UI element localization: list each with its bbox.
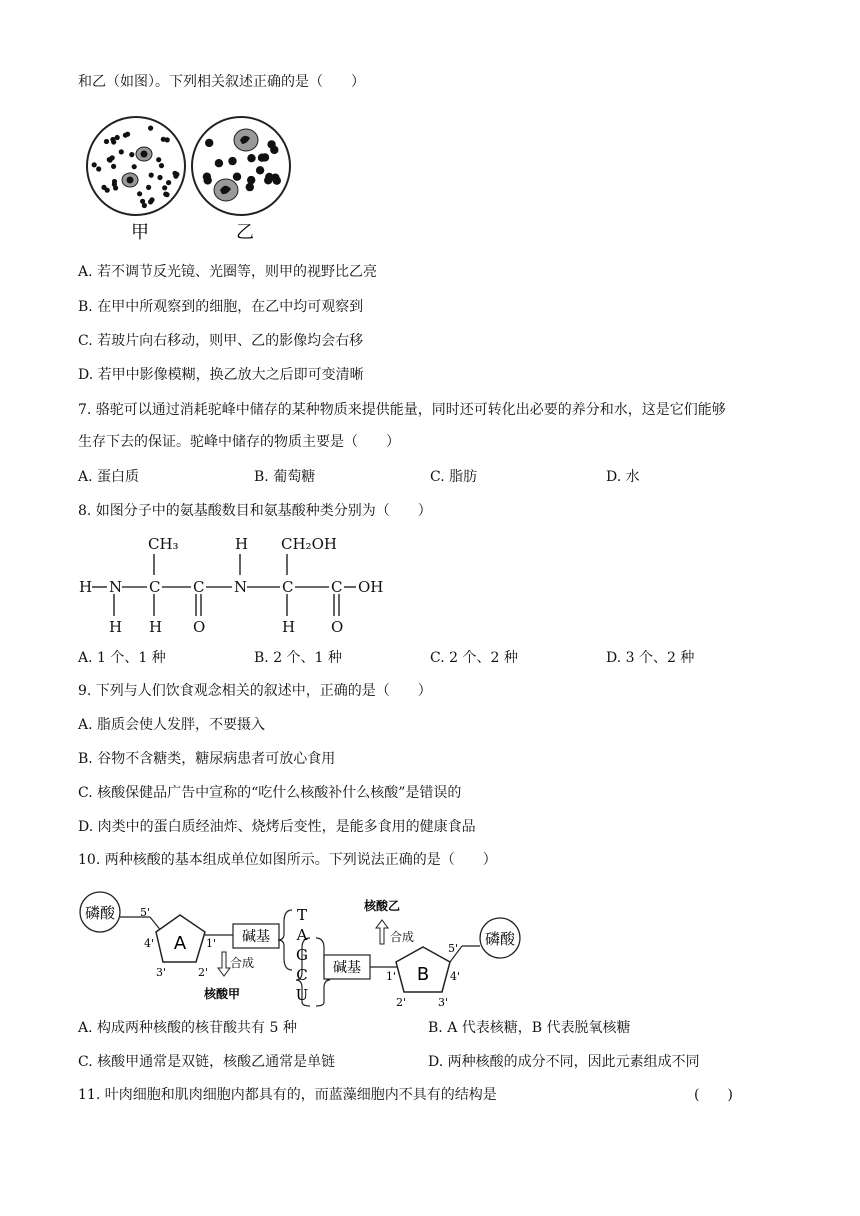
q8-option-b[interactable]: B. 2 个、1 种: [254, 650, 342, 666]
cell-dot: [115, 135, 120, 140]
cell-dot: [246, 183, 254, 191]
ch2oh-group: CH₂OH: [281, 535, 337, 553]
nucleotide-diagram: [78, 880, 538, 1010]
q6-option-b[interactable]: B. 在甲中所观察到的细胞，在乙中均可观察到: [78, 299, 364, 315]
cell-dot: [107, 157, 112, 162]
synth-label-up: 合成: [390, 930, 415, 944]
q7-option-d[interactable]: D. 水: [606, 469, 640, 485]
cell-dot: [104, 139, 109, 144]
view-yi: [192, 117, 290, 215]
h-under-c1: H: [149, 618, 163, 636]
cell-dot: [264, 176, 272, 184]
cell-dot: [233, 173, 241, 181]
cell-dot: [159, 163, 164, 168]
oh-group: OH: [358, 578, 384, 596]
prime-5-left: 5': [140, 906, 151, 919]
q8-option-d[interactable]: D. 3 个、2 种: [606, 650, 695, 666]
q11-stem: 11. 叶肉细胞和肌肉细胞内都具有的，而蓝藻细胞内不具有的结构是: [78, 1087, 497, 1103]
cell-dot: [166, 180, 171, 185]
cell-dot: [137, 191, 142, 196]
q10-stem: 10. 两种核酸的基本组成单位如图所示。下列说法正确的是（ ）: [78, 852, 497, 868]
cell-dot: [156, 157, 161, 162]
o-under-c1: O: [193, 618, 206, 636]
base-g: G: [296, 946, 308, 964]
cell-dot: [132, 164, 137, 169]
base-box-left-label: 碱基: [242, 929, 270, 945]
cell-dot: [228, 157, 236, 165]
cell-dot: [112, 179, 117, 184]
prime-1-left: 1': [206, 937, 217, 950]
cell-dot: [101, 185, 106, 190]
base-box-right-label: 碱基: [333, 960, 361, 976]
dipeptide-structural-formula: [76, 532, 396, 637]
cell-dot: [96, 166, 101, 171]
c-alpha1: C: [149, 578, 161, 596]
cell-dot: [149, 197, 154, 202]
cell-dot: [92, 162, 97, 167]
base-t: T: [296, 906, 308, 924]
q9-option-b[interactable]: B. 谷物不含糖类，糖尿病患者可放心食用: [78, 751, 336, 767]
q10-option-d[interactable]: D. 两种核酸的成分不同，因此元素组成不同: [428, 1054, 700, 1070]
cell-dot: [142, 203, 147, 208]
cell-dot: [162, 185, 167, 190]
q6-option-a[interactable]: A. 若不调节反光镜、光圈等，则甲的视野比乙亮: [78, 264, 378, 280]
q7-stem-line1: 7. 骆驼可以通过消耗驼峰中储存的某种物质来提供能量，同时还可转化出必要的养分和水，这是它们能够: [78, 402, 726, 418]
q9-option-d[interactable]: D. 肉类中的蛋白质经油炸、烧烤后变性，是能多食用的健康食品: [78, 819, 476, 835]
q9-option-a[interactable]: A. 脂质会使人发胖，不要摄入: [78, 717, 266, 733]
acid-yi-label: 核酸乙: [364, 899, 401, 913]
q8-option-c[interactable]: C. 2 个、2 种: [430, 650, 518, 666]
cell-dot: [148, 126, 153, 131]
cell-dot: [204, 176, 212, 184]
phosphate-right-label: 磷酸: [484, 930, 516, 948]
cell-dot: [123, 133, 128, 138]
h-under-c2: H: [282, 618, 296, 636]
q10-option-b[interactable]: B. A 代表核糖，B 代表脱氧核糖: [428, 1020, 631, 1036]
cell-dot: [161, 137, 166, 142]
prime-4-left: 4': [144, 937, 155, 950]
cell-dot: [146, 185, 151, 190]
q10-option-a[interactable]: A. 构成两种核酸的核苷酸共有 5 种: [78, 1020, 297, 1036]
q6-option-c[interactable]: C. 若玻片向右移动，则甲、乙的影像均会右移: [78, 333, 364, 349]
cell-dot: [247, 176, 255, 184]
base-u: U: [295, 986, 309, 1004]
prime-1-right: 1': [386, 970, 397, 983]
cell-dot: [205, 139, 213, 147]
cell-dot: [111, 164, 116, 169]
c-alpha2: C: [282, 578, 294, 596]
base-a: A: [296, 926, 308, 944]
c-carbonyl1: C: [193, 578, 205, 596]
q8-option-a[interactable]: A. 1 个、1 种: [78, 650, 166, 666]
prime-2-left: 2': [198, 966, 209, 979]
c-carboxyl: C: [331, 578, 343, 596]
h-on-n: H: [235, 535, 249, 553]
q6-option-d[interactable]: D. 若甲中影像模糊，换乙放大之后即可变清晰: [78, 367, 364, 383]
cell-dot: [129, 152, 134, 157]
cell-dot: [119, 149, 124, 154]
prime-5-right: 5': [448, 942, 459, 955]
q11-answer-paren: ( ): [694, 1087, 733, 1103]
cell-dot: [256, 166, 264, 174]
n-left: N: [109, 578, 123, 596]
base-c: C: [296, 966, 308, 984]
h-left: H: [79, 578, 93, 596]
q10-option-c[interactable]: C. 核酸甲通常是双链，核酸乙通常是单链: [78, 1054, 336, 1070]
prime-3-left: 3': [156, 966, 167, 979]
q9-stem: 9. 下列与人们饮食观念相关的叙述中，正确的是（ ）: [78, 683, 432, 699]
prime-4-right: 4': [450, 970, 461, 983]
cell-dot: [149, 173, 154, 178]
q7-option-b[interactable]: B. 葡萄糖: [254, 469, 316, 485]
cell-dot: [261, 153, 269, 161]
phosphate-left-label: 磷酸: [84, 904, 116, 922]
sugar-b-label: B: [416, 964, 430, 985]
q7-stem-line2: 生存下去的保证。驼峰中储存的物质主要是（ ）: [78, 434, 400, 450]
n-peptide: N: [234, 578, 248, 596]
microscope-views-figure: [86, 110, 306, 245]
cell-dot: [157, 175, 162, 180]
sugar-a-label: A: [173, 933, 187, 954]
question-6-stem-tail: 和乙（如图）。下列相关叙述正确的是（ ）: [78, 74, 365, 90]
q8-stem: 8. 如图分子中的氨基酸数目和氨基酸种类分别为（ ）: [78, 503, 432, 519]
q9-option-c[interactable]: C. 核酸保健品广告中宣称的“吃什么核酸补什么核酸”是错误的: [78, 785, 462, 801]
q7-option-c[interactable]: C. 脂肪: [430, 469, 478, 485]
label-jia: 甲: [131, 222, 149, 243]
acid-jia-label: 核酸甲: [204, 987, 241, 1001]
cell-dot: [247, 154, 255, 162]
synth-label-down: 合成: [230, 956, 255, 970]
q7-option-a[interactable]: A. 蛋白质: [78, 469, 140, 485]
view-jia: [87, 117, 185, 215]
prime-3-right: 3': [438, 996, 449, 1009]
cell-dot: [174, 172, 179, 177]
cell-dot: [215, 159, 223, 167]
cell-dot: [267, 140, 275, 148]
o-under-carboxyl: O: [331, 618, 344, 636]
h-under-n: H: [109, 618, 123, 636]
cell-dot: [164, 192, 169, 197]
prime-2-right: 2': [396, 996, 407, 1009]
label-yi: 乙: [236, 222, 254, 243]
ch3-group: CH₃: [148, 535, 179, 553]
